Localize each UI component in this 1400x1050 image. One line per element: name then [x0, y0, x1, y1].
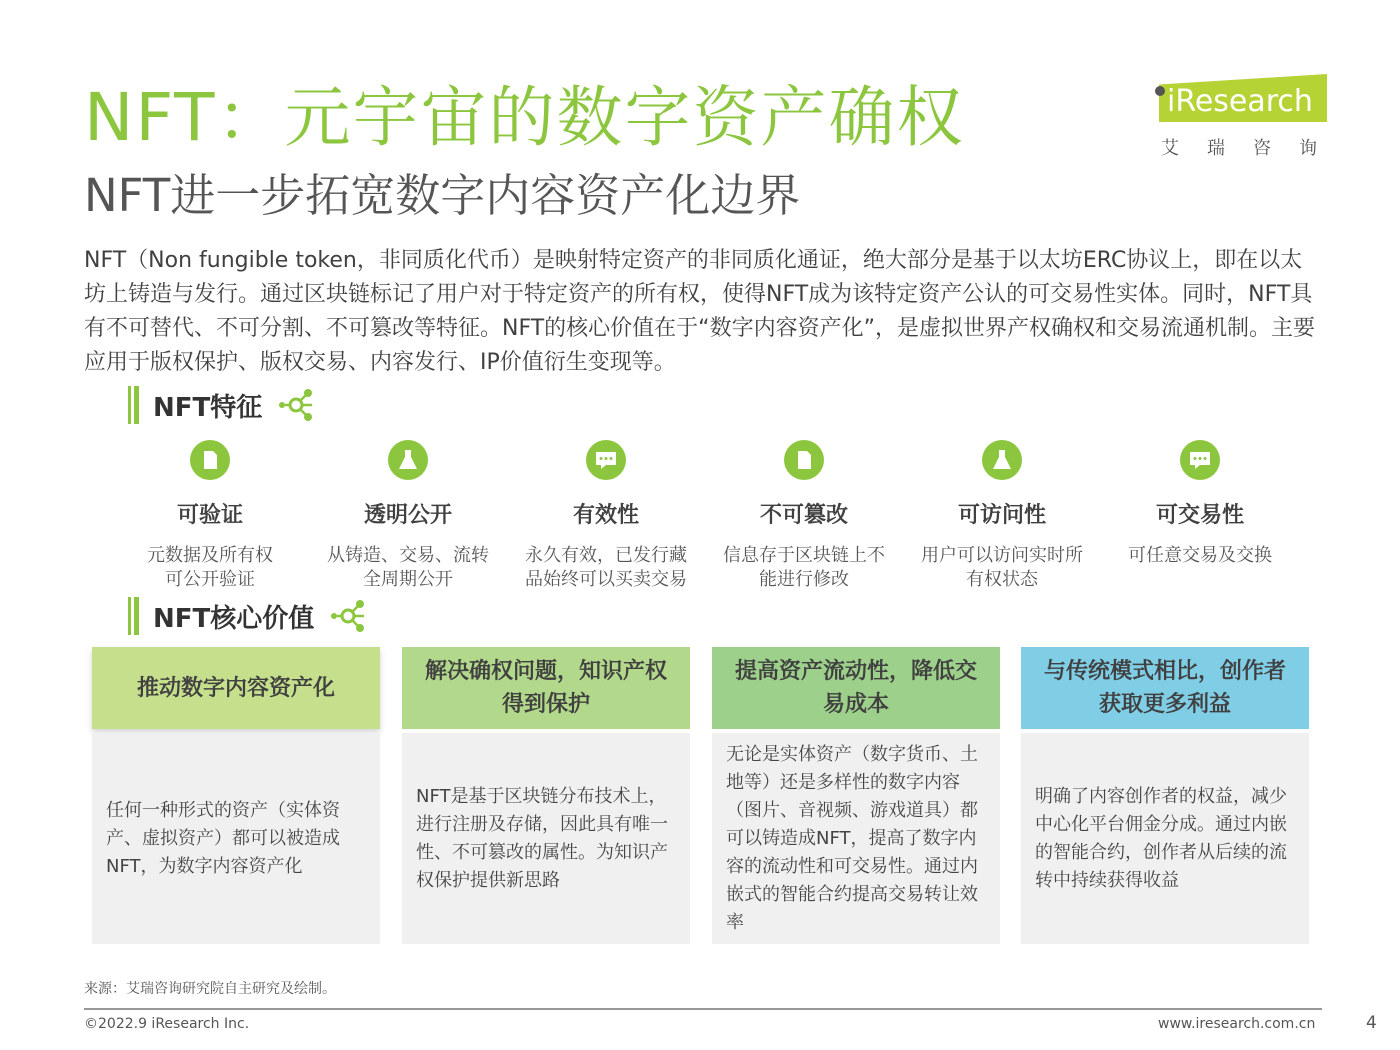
features-section-header [128, 386, 316, 424]
value-card-body: 无论是实体资产（数字货币、土地等）还是多样性的数字内容（图片、音视频、游戏道具）都可以铸造成NFT，提高了数字内容的流动性和可交易性。通过内嵌式的智能合约提高交易转让效率 [712, 733, 1000, 944]
flask-icon [388, 440, 428, 480]
feature-desc: 信息存于区块链上不能进行修改 [723, 545, 885, 590]
network-nodes-icon [276, 387, 316, 423]
feature-name: 不可篡改 [759, 503, 848, 528]
values-section-title: NFT核心价值 [153, 603, 315, 634]
feature-item [111, 440, 309, 592]
value-card-title: 解决确权问题，知识产权得到保护 [402, 647, 690, 729]
page-subtitle: NFT进一步拓宽数字内容资产化边界 [84, 169, 801, 222]
feature-desc: 用户可以访问实时所有权状态 [921, 545, 1083, 590]
value-card-body: NFT是基于区块链分布技术上，进行注册及存储，因此具有唯一性、不可篡改的属性。为知识产权保护提供新思路 [402, 733, 690, 944]
value-card-body: 任何一种形式的资产（实体资产、虚拟资产）都可以被造成NFT，为数字内容资产化 [92, 733, 380, 944]
section-marker-thin [128, 597, 131, 635]
value-card-title: 推动数字内容资产化 [92, 647, 380, 729]
value-card-body: 明确了内容创作者的权益，减少中心化平台佣金分成。通过内嵌的智能合约，创作者从后续的流转中持续获得收益 [1021, 733, 1309, 944]
chat-icon [1180, 440, 1220, 480]
iresearch-logo [1155, 72, 1345, 162]
logo-text: iResearch [1167, 84, 1313, 119]
source-note: 来源：艾瑞咨询研究院自主研究及绘制。 [84, 981, 336, 997]
feature-name: 可访问性 [957, 503, 1046, 528]
document-icon [784, 440, 824, 480]
footer-divider [84, 1008, 1322, 1010]
copyright-text: ©2022.9 iResearch Inc. [84, 1016, 250, 1032]
logo-cn-text: 艾瑞咨询 [1161, 138, 1345, 159]
value-card-title: 提高资产流动性，降低交易成本 [712, 647, 1000, 729]
feature-item [1101, 440, 1299, 568]
feature-name: 透明公开 [363, 503, 452, 528]
page-number: 4 [1366, 1013, 1377, 1033]
network-nodes-icon [328, 598, 368, 634]
logo-dot-icon [1155, 86, 1165, 96]
section-marker-thick [134, 597, 139, 635]
feature-desc: 永久有效，已发行藏品始终可以买卖交易 [525, 545, 687, 590]
intro-paragraph: NFT（Non fungible token，非同质化代币）是映射特定资产的非同质化通证，绝大部分是基于以太坊ERC协议上，即在以太坊上铸造与发行。通过区块链标记了用户对于特定资产的所有权，使得NFT成为该特定资产公认的可交易性实体。同时，NFT具有不可替代、不可分割、不可篡改等特征。NFT的核心价值在于“数字内容资产化”，是虚拟世界产权确权和交易流通机制。主要应用于版权保护、版权交易、内容发行、IP价值衍生变现等。 [84, 248, 1315, 375]
section-marker-thin [128, 386, 131, 424]
page-title: NFT：元宇宙的数字资产确权 [84, 79, 965, 156]
chat-icon [586, 440, 626, 480]
feature-desc: 从铸造、交易、流转全周期公开 [327, 545, 489, 590]
website-link[interactable]: www.iresearch.com.cn [1158, 1016, 1316, 1032]
feature-item [507, 440, 705, 592]
feature-item [705, 440, 903, 592]
document-icon [190, 440, 230, 480]
feature-name: 可验证 [176, 503, 243, 528]
value-card-title: 与传统模式相比，创作者获取更多利益 [1021, 647, 1309, 729]
feature-name: 可交易性 [1155, 503, 1244, 528]
features-section-title: NFT特征 [153, 392, 263, 423]
feature-name: 有效性 [572, 503, 639, 528]
feature-item [903, 440, 1101, 592]
section-marker-thick [134, 386, 139, 424]
feature-item [309, 440, 507, 592]
feature-desc: 元数据及所有权可公开验证 [147, 545, 273, 590]
values-section-header [128, 597, 368, 635]
feature-desc: 可任意交易及交换 [1128, 545, 1272, 566]
flask-icon [982, 440, 1022, 480]
